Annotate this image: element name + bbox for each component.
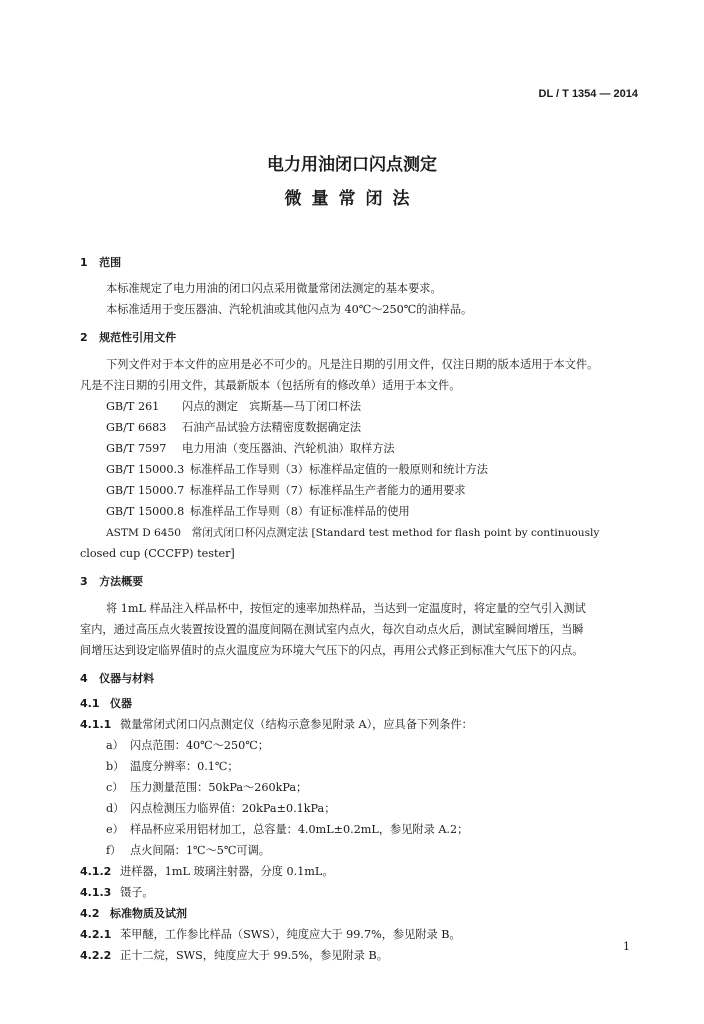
reference-title: 闪点的测定 宾斯基—马丁闭口杯法	[182, 400, 362, 413]
reference-title: 标准样品工作导则（8）有证标准样品的使用	[190, 505, 410, 518]
section-number: 4.1	[80, 697, 100, 710]
reference-title: 标准样品工作导则（7）标准样品生产者能力的通用要求	[190, 484, 466, 497]
section-3-heading	[80, 575, 143, 589]
reference-code: GB/T 7597	[106, 442, 167, 455]
clause-text: 进样器，1mL 玻璃注射器，分度 0.1mL。	[120, 865, 334, 878]
paragraph-continued: 间增压达到设定临界值时的点火温度应为环境大气压下的闪点，再用公式修正到标准大气压下的闪点。	[80, 644, 584, 657]
section-number: 1	[80, 256, 88, 269]
clause-4-1-3	[80, 886, 154, 900]
list-item	[106, 760, 239, 774]
list-text: 温度分辨率：0.1℃；	[130, 760, 239, 773]
list-text: 样品杯应采用铝材加工，总容量：4.0mL±0.2mL，参见附录 A.2；	[130, 823, 469, 836]
clause-4-2-1	[80, 928, 461, 942]
paragraph: 本标准适用于变压器油、汽轮机油或其他闪点为 40℃～250℃的油样品。	[106, 303, 473, 316]
reference-code: GB/T 6683	[106, 421, 167, 434]
list-label: f）	[106, 844, 122, 857]
paragraph: 将 1mL 样品注入样品杯中，按恒定的速率加热样品，当达到一定温度时，将定量的空气引入测试	[106, 602, 586, 615]
list-text: 闪点检测压力临界值：20kPa±0.1kPa；	[130, 802, 336, 815]
standard-code: DL / T 1354 — 2014	[538, 88, 638, 100]
list-label: c）	[106, 781, 124, 794]
list-item	[106, 823, 468, 837]
section-2-heading	[80, 331, 176, 345]
paragraph: 下列文件对于本文件的应用是必不可少的。凡是注日期的引用文件，仅注日期的版本适用于本文件。	[106, 358, 599, 371]
section-number: 4	[80, 672, 88, 685]
document-title: 电力用油闭口闪点测定	[267, 155, 437, 175]
section-title: 标准物质及试剂	[110, 907, 187, 920]
list-text: 压力测量范围：50kPa～260kPa；	[130, 781, 308, 794]
clause-text: 微量常闭式闭口闪点测定仪（结构示意参见附录 A），应具备下列条件：	[120, 718, 473, 731]
reference-item	[106, 505, 410, 519]
page-number: 1	[623, 940, 630, 953]
reference-title: 电力用油（变压器油、汽轮机油）取样方法	[182, 442, 395, 455]
section-title: 仪器	[110, 697, 132, 710]
reference-item	[106, 421, 361, 435]
list-text: 闪点范围：40℃～250℃；	[130, 739, 269, 752]
section-number: 4.2	[80, 907, 100, 920]
clause-number: 4.2.1	[80, 928, 112, 941]
clause-4-1-2	[80, 865, 334, 879]
clause-number: 4.1.3	[80, 886, 112, 899]
reference-item	[106, 463, 488, 477]
section-title: 范围	[99, 256, 122, 269]
clause-text: 苯甲醚，工作参比样品（SWS），纯度应大于 99.7%，参见附录 B。	[120, 928, 461, 941]
list-item	[106, 781, 307, 795]
document-subtitle: 微量常闭法	[284, 189, 420, 209]
reference-code: GB/T 261	[106, 400, 160, 413]
clause-4-1-1	[80, 718, 473, 732]
section-title: 方法概要	[99, 575, 144, 588]
paragraph: 本标准规定了电力用油的闭口闪点采用微量常闭法测定的基本要求。	[106, 282, 442, 295]
section-1-heading	[80, 256, 121, 270]
subsection-4-2-heading	[80, 907, 187, 921]
clause-number: 4.1.1	[80, 718, 112, 731]
list-item	[106, 802, 335, 816]
clause-text: 正十二烷，SWS，纯度应大于 99.5%，参见附录 B。	[120, 949, 388, 962]
reference-item	[106, 442, 395, 456]
list-label: a）	[106, 739, 124, 752]
section-title: 规范性引用文件	[99, 331, 177, 344]
clause-number: 4.2.2	[80, 949, 112, 962]
reference-item	[106, 400, 361, 414]
reference-code: GB/T 15000.8	[106, 505, 185, 518]
list-label: d）	[106, 802, 125, 815]
reference-item-astm: ASTM D 6450 常闭式闭口杯闪点测定法 [Standard test method for flash point by continuously	[106, 527, 600, 539]
list-label: b）	[106, 760, 125, 773]
reference-item	[106, 484, 466, 498]
section-number: 3	[80, 575, 88, 588]
list-item	[106, 844, 270, 858]
reference-title: 标准样品工作导则（3）标准样品定值的一般原则和统计方法	[190, 463, 488, 476]
section-title: 仪器与材料	[99, 672, 155, 685]
list-label: e）	[106, 823, 124, 836]
clause-4-2-2	[80, 949, 388, 963]
clause-number: 4.1.2	[80, 865, 112, 878]
list-text: 点火间隔：1℃～5℃可调。	[130, 844, 270, 857]
reference-title: 石油产品试验方法精密度数据确定法	[182, 421, 362, 434]
paragraph-continued: 凡是不注日期的引用文件，其最新版本（包括所有的修改单）适用于本文件。	[80, 379, 461, 392]
subsection-4-1-heading	[80, 697, 132, 711]
paragraph-continued: 室内，通过高压点火装置按设置的温度间隔在测试室内点火，每次自动点火后，测试室瞬间增压，当瞬	[80, 623, 584, 636]
section-4-heading	[80, 672, 154, 686]
clause-text: 镊子。	[120, 886, 154, 899]
section-number: 2	[80, 331, 88, 344]
list-item	[106, 739, 269, 753]
reference-code: GB/T 15000.3	[106, 463, 185, 476]
reference-item-astm-continued: closed cup (CCCFP) tester]	[80, 547, 235, 560]
reference-code: GB/T 15000.7	[106, 484, 185, 497]
